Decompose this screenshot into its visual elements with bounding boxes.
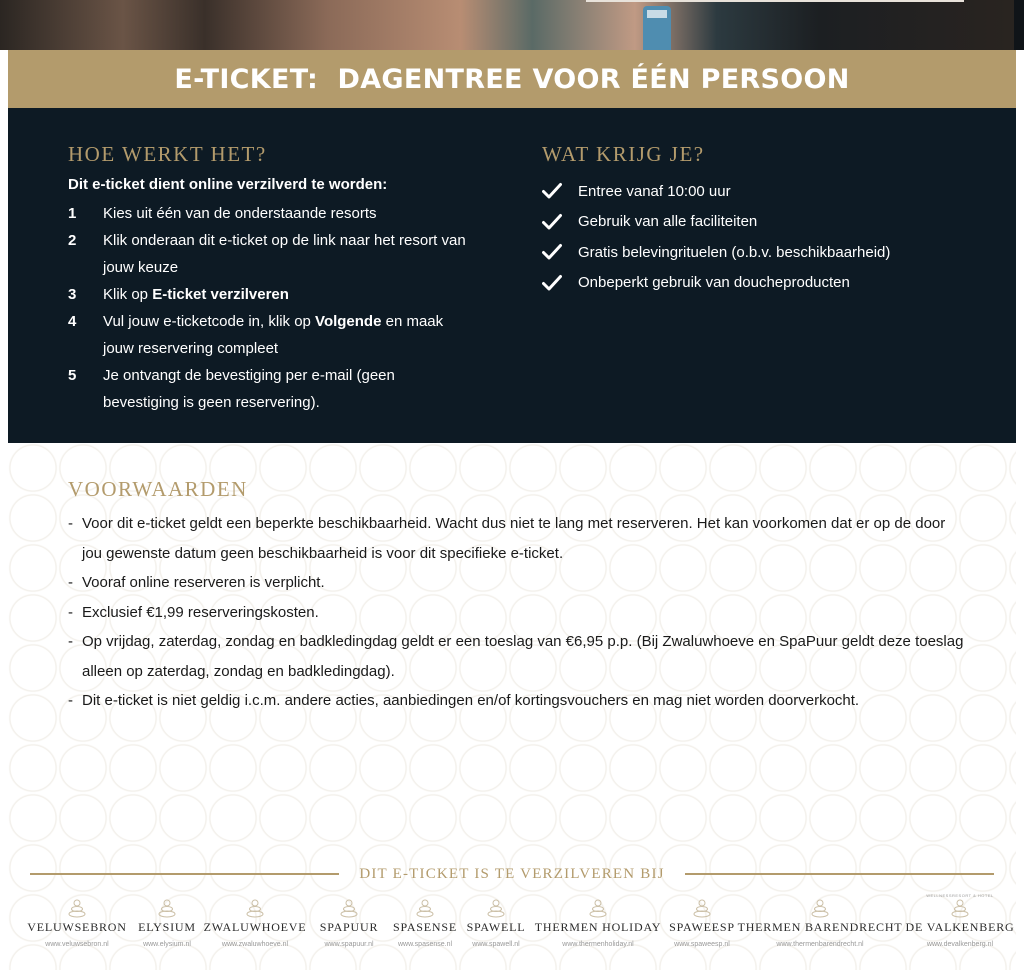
resort-name: SPAWELL: [466, 920, 526, 934]
resort-url[interactable]: www.spaweesp.nl: [674, 941, 730, 948]
bottle-image: [643, 6, 671, 50]
benefit-text: Gebruik van alle faciliteiten: [578, 213, 758, 231]
resort-name: SPAWEESP: [669, 920, 735, 934]
resort-name: DE VALKENBERG: [905, 920, 1015, 934]
step-number: 1: [68, 205, 77, 222]
step-number: 5: [68, 367, 77, 384]
step-text-part: Klik onderaan dit e-ticket op de link naar het resort van jouw keuze: [103, 232, 466, 276]
resort-url[interactable]: www.veluwsebron.nl: [45, 941, 109, 948]
step-text-part: Je ontvangt de bevestiging per e-mail (geen bevestiging is geen reservering).: [103, 367, 395, 411]
resort-name: THERMEN BARENDRECHT: [737, 920, 903, 934]
resort-name: SPAPUUR: [319, 920, 379, 934]
condition-dash: -: [68, 603, 73, 621]
condition-item: [68, 598, 968, 628]
divider-line-right: [685, 873, 994, 875]
resort-url[interactable]: www.spasense.nl: [397, 941, 453, 948]
step-item: [68, 227, 468, 281]
condition-dash: -: [68, 633, 73, 650]
step-item: [68, 308, 468, 362]
resort-url[interactable]: www.spawell.nl: [472, 941, 520, 948]
step-number: 2: [68, 232, 77, 249]
condition-item: [68, 509, 968, 568]
title-banner: [8, 50, 1016, 108]
step-text: [103, 281, 468, 308]
how-heading: HOE WERKT HET?: [68, 142, 267, 166]
step-number: 4: [68, 313, 77, 330]
resort-url[interactable]: www.thermenholiday.nl: [562, 941, 634, 948]
header-photo: [0, 0, 1024, 50]
ticket-title: E-TICKET: DAGENTREE VOOR ÉÉN PERSOON: [174, 63, 850, 95]
info-panel: [8, 108, 1016, 443]
benefit-text: Gratis belevingrituelen (o.b.v. beschikbaarheid): [578, 243, 891, 261]
resort-name: ELYSIUM: [138, 920, 196, 934]
conditions-heading: VOORWAARDEN: [68, 477, 248, 501]
resort-url[interactable]: www.spapuur.nl: [324, 941, 374, 948]
checkmark-icon: [542, 243, 578, 261]
step-item: [68, 362, 468, 416]
step-text-part: Kies uit één van de onderstaande resorts: [103, 205, 377, 222]
condition-text: Vooraf online reserveren is verplicht.: [82, 574, 325, 591]
condition-item: [68, 686, 968, 716]
condition-text: Op vrijdag, zaterdag, zondag en badkledingdag geldt er een toeslag van €6,95 p.p. (Bij Zwaluwhoeve en SpaPuur geldt deze toeslag alleen op zaterdag, zondag en badkledingdag).: [82, 633, 964, 680]
resort-emblem-icon: [951, 898, 969, 918]
resort-name: ZWALUWHOEVE: [203, 920, 307, 934]
benefit-item: [542, 176, 890, 207]
benefit-text: Onbeperkt gebruik van doucheproducten: [578, 274, 850, 292]
resort-url[interactable]: www.devalkenberg.nl: [926, 941, 994, 948]
steps-list: [68, 200, 468, 416]
step-text: [103, 362, 468, 416]
condition-text: Voor dit e-ticket geldt een beperkte beschikbaarheid. Wacht dus niet te lang met reserveren. Het kan voorkomen dat er op de door jou gewenste datum geen beschikbaarheid is voor dit specifieke e-ticket.: [82, 515, 946, 562]
how-intro: Dit e-ticket dient online verzilverd te worden:: [68, 176, 388, 193]
checkmark-icon: [542, 274, 578, 292]
benefit-item: [542, 268, 890, 299]
divider-line-left: [30, 873, 339, 875]
step-item: [68, 200, 468, 227]
step-text: [103, 227, 468, 281]
condition-dash: -: [68, 574, 73, 591]
condition-text: Exclusief €1,99 reserveringskosten.: [82, 603, 319, 621]
condition-item: [68, 627, 968, 686]
resort-url[interactable]: www.thermenbarendrecht.nl: [776, 941, 864, 948]
resort-url[interactable]: www.elysium.nl: [143, 941, 191, 948]
benefit-item: [542, 237, 890, 268]
resort-logos: [22, 893, 1015, 953]
checkmark-icon: [542, 213, 578, 231]
resort-emblem-icon: [487, 898, 505, 918]
resort-logo-item[interactable]: [875, 893, 1024, 948]
resort-emblem-icon: [693, 898, 711, 918]
resort-name: THERMEN HOLIDAY: [534, 920, 662, 934]
step-text-emphasis: Volgende: [315, 313, 382, 330]
conditions-list: [68, 509, 968, 716]
conditions-panel: [8, 443, 1016, 970]
step-item: [68, 281, 468, 308]
step-text-emphasis: E-ticket verzilveren: [152, 286, 289, 303]
resort-name: SPASENSE: [393, 920, 457, 934]
photo-detail: [586, 0, 964, 2]
step-text: [103, 308, 468, 362]
resort-name: VELUWSEBRON: [27, 920, 127, 934]
condition-text: Dit e-ticket is niet geldig i.c.m. andere acties, aanbiedingen en/of kortingsvouchers en mag niet worden doorverkocht.: [82, 692, 860, 709]
benefits-list: [542, 176, 890, 298]
step-text-part: Vul jouw e-ticketcode in, klik op: [103, 313, 316, 330]
redeem-title: DIT E-TICKET IS TE VERZILVEREN BIJ: [359, 865, 665, 882]
condition-item: [68, 568, 968, 598]
photo-edge: [1014, 0, 1024, 50]
resort-emblem-icon: [589, 898, 607, 918]
benefit-text: Entree vanaf 10:00 uur: [578, 182, 731, 200]
resort-url[interactable]: www.zwaluwhoeve.nl: [221, 941, 289, 948]
what-you-get-heading: WAT KRIJG JE?: [542, 142, 705, 166]
resort-emblem-icon: [246, 898, 264, 918]
step-text: [103, 200, 468, 227]
checkmark-icon: [542, 182, 578, 200]
step-number: 3: [68, 286, 77, 303]
condition-dash: -: [68, 692, 73, 709]
resort-tagline: WELLNESSRESORT & HOTEL: [926, 893, 994, 898]
condition-dash: -: [68, 515, 73, 532]
step-text-part: Klik op: [103, 286, 153, 303]
step-text-part: en maak jouw reservering compleet: [103, 313, 444, 357]
benefit-item: [542, 207, 890, 238]
resort-emblem-icon: [811, 898, 829, 918]
redeem-divider: [30, 863, 994, 885]
